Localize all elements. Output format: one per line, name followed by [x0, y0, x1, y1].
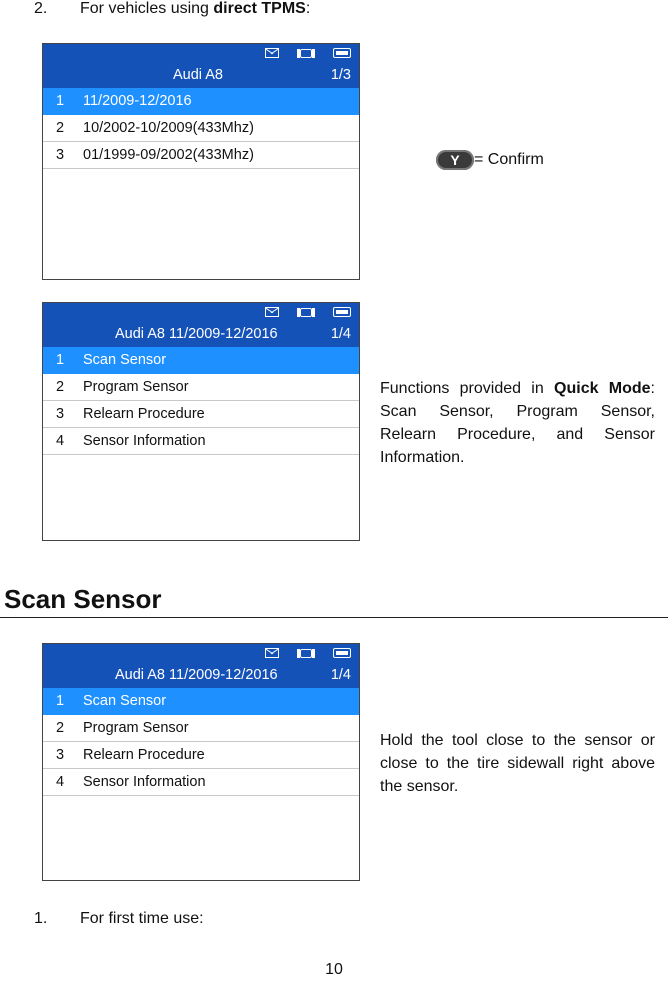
screen-title: Audi A8 — [173, 67, 223, 83]
step-text: For vehicles using direct TPMS: — [80, 0, 311, 17]
page-number: 10 — [325, 961, 343, 978]
mail-icon — [265, 48, 279, 58]
menu-item-program-sensor[interactable] — [43, 715, 359, 742]
quick-mode-bold: Quick Mode — [554, 380, 651, 397]
car-icon — [297, 307, 315, 318]
menu-item-number: 1 — [56, 352, 65, 368]
heading-divider — [0, 617, 668, 618]
hold-tool-paragraph: Hold the tool close to the sensor or close to the tire sidewall right above the sensor. — [380, 732, 655, 795]
menu-item-sensor-information[interactable] — [43, 769, 359, 796]
menu-item-label: Program Sensor — [83, 379, 189, 395]
menu-item-sensor-information[interactable] — [43, 428, 359, 455]
menu-item-number: 1 — [56, 93, 65, 109]
menu-item-number: 2 — [56, 379, 65, 395]
step-1 — [34, 910, 434, 930]
mail-icon — [265, 648, 279, 658]
menu-item-label: Scan Sensor — [83, 352, 167, 368]
step-number: 2. — [34, 0, 48, 17]
menu-item-label: 01/1999-09/2002(433Mhz) — [83, 147, 254, 163]
menu-item-label: 11/2009-12/2016 — [83, 93, 192, 109]
menu-item-label: Sensor Information — [83, 433, 206, 449]
menu-item-label: Program Sensor — [83, 720, 189, 736]
device-screen-vehicle-year — [42, 43, 360, 280]
menu-item-label: Relearn Procedure — [83, 747, 205, 763]
battery-icon — [333, 307, 351, 317]
screen-title: Audi A8 11/2009-12/2016 — [115, 667, 278, 683]
status-bar — [43, 644, 359, 664]
menu-item-scan-sensor[interactable] — [43, 347, 359, 374]
menu-item-label: Sensor Information — [83, 774, 206, 790]
confirm-legend — [436, 150, 544, 170]
status-bar — [43, 44, 359, 64]
menu-item-number: 3 — [56, 406, 65, 422]
screen-title: Audi A8 11/2009-12/2016 — [115, 326, 278, 342]
mail-icon — [265, 307, 279, 317]
step-2 — [34, 0, 434, 20]
menu-item-number: 2 — [56, 120, 65, 136]
menu-item-relearn-procedure[interactable] — [43, 742, 359, 769]
screen-title-bar — [43, 323, 359, 347]
menu-item-number: 4 — [56, 433, 65, 449]
step-text: For first time use: — [80, 910, 204, 927]
menu-item-program-sensor[interactable] — [43, 374, 359, 401]
menu-item-year-1999-2002[interactable] — [43, 142, 359, 169]
menu-item-number: 4 — [56, 774, 65, 790]
menu-item-label: 10/2002-10/2009(433Mhz) — [83, 120, 254, 136]
battery-icon — [333, 648, 351, 658]
screen-title-bar — [43, 64, 359, 88]
page-indicator: 1/4 — [330, 667, 351, 683]
battery-icon — [333, 48, 351, 58]
screen-title-bar — [43, 664, 359, 688]
direct-tpms-bold: direct TPMS — [213, 0, 306, 17]
menu-item-label: Relearn Procedure — [83, 406, 205, 422]
status-bar — [43, 303, 359, 323]
menu-item-number: 1 — [56, 693, 65, 709]
menu-item-year-2009-2016[interactable] — [43, 88, 359, 115]
car-icon — [297, 48, 315, 59]
confirm-text: = Confirm — [474, 151, 544, 169]
functions-paragraph: Functions provided in Quick Mode: Scan Sensor, Program Sensor, Relearn Procedure, and Sensor Information. — [380, 380, 655, 466]
menu-item-label: Scan Sensor — [83, 693, 167, 709]
device-screen-scan-sensor — [42, 643, 360, 881]
device-screen-quick-mode — [42, 302, 360, 541]
menu-item-relearn-procedure[interactable] — [43, 401, 359, 428]
menu-item-number: 3 — [56, 147, 65, 163]
page-indicator: 1/3 — [330, 67, 351, 83]
menu-item-number: 2 — [56, 720, 65, 736]
car-icon — [297, 648, 315, 659]
step-number: 1. — [34, 910, 48, 927]
menu-item-year-2002-2009[interactable] — [43, 115, 359, 142]
menu-item-scan-sensor[interactable] — [43, 688, 359, 715]
y-button-icon: Y — [436, 150, 474, 170]
page-indicator: 1/4 — [330, 326, 351, 342]
menu-item-number: 3 — [56, 747, 65, 763]
section-heading: Scan Sensor — [4, 584, 162, 614]
